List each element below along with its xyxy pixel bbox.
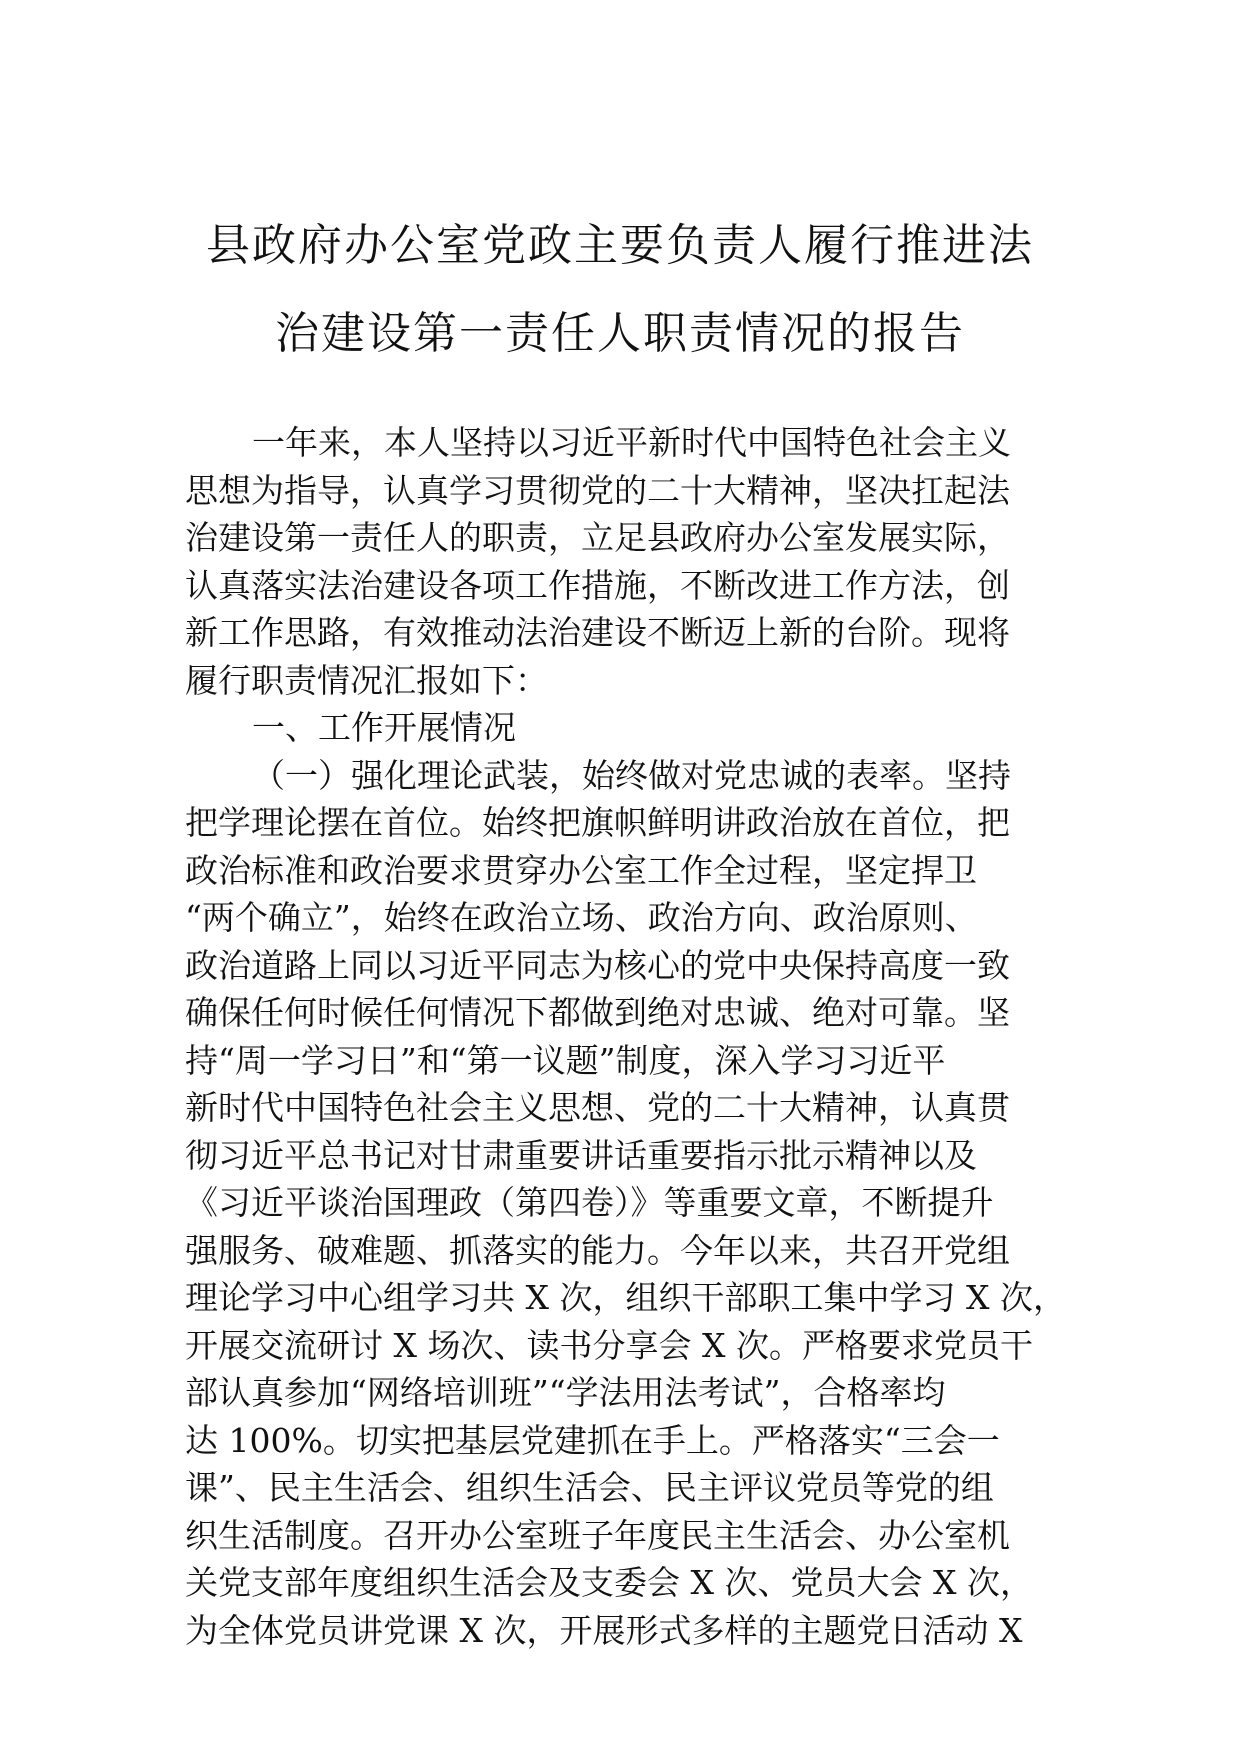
body-line: 彻习近平总书记对甘肃重要讲话重要指示批示精神以及	[185, 1135, 977, 1175]
body-line: 部认真参加“网络培训班”“学法用法考试”，合格率均	[185, 1373, 946, 1412]
body-line: “两个确立”，始终在政治立场、政治方向、政治原则、	[185, 898, 978, 937]
body-line: 履行职责情况汇报如下：	[185, 660, 548, 700]
body-line: 政治道路上同以习近平同志为核心的党中央保持高度一致	[185, 945, 1010, 985]
body-line: 开展交流研讨 X 场次、读书分享会 X 次。严格要求党员干	[185, 1325, 1033, 1365]
body-line: 达 100%。切实把基层党建抓在手上。严格落实“三会一	[185, 1420, 1000, 1460]
body-line: 为全体党员讲党课 X 次，开展形式多样的主题党日活动 X	[185, 1610, 1023, 1650]
body-line: 课”、民主生活会、组织生活会、民主评议党员等党的组	[185, 1468, 994, 1507]
body-line: 新时代中国特色社会主义思想、党的二十大精神，认真贯	[185, 1088, 1010, 1127]
body-line: 认真落实法治建设各项工作措施，不断改进工作方法，创	[185, 565, 1010, 605]
document-title-line-2: 治建设第一责任人职责情况的报告	[275, 308, 965, 359]
body-line: 关党支部年度组织生活会及支委会 X 次、党员大会 X 次，	[185, 1563, 1033, 1602]
body-line: 把学理论摆在首位。始终把旗帜鲜明讲政治放在首位，把	[185, 803, 1010, 842]
body-line: （一）强化理论武装，始终做对党忠诚的表率。坚持	[252, 755, 1011, 795]
section-heading: 一、工作开展情况	[252, 708, 516, 747]
body-line: 思想为指导，认真学习贯彻党的二十大精神，坚决扛起法	[185, 470, 1010, 510]
body-line: 强服务、破难题、抓落实的能力。今年以来，共召开党组	[185, 1230, 1010, 1270]
body-line: 织生活制度。召开办公室班子年度民主生活会、办公室机	[185, 1515, 1010, 1555]
body-line: 《习近平谈治国理政（第四卷）》等重要文章，不断提升	[185, 1183, 994, 1222]
body-line: 理论学习中心组学习共 X 次，组织干部职工集中学习 X 次，	[185, 1278, 1066, 1317]
document-body	[185, 419, 1090, 1654]
body-line: 确保任何时候任何情况下都做到绝对忠诚、绝对可靠。坚	[185, 993, 1010, 1032]
body-line: 政治标准和政治要求贯穿办公室工作全过程，坚定捍卫	[185, 850, 977, 890]
body-line: 持“周一学习日”和“第一议题”制度，深入学习习近平	[185, 1040, 946, 1080]
body-line: 治建设第一责任人的职责，立足县政府办公室发展实际，	[185, 518, 1010, 557]
body-line: 新工作思路，有效推动法治建设不断迈上新的台阶。现将	[185, 613, 1010, 652]
body-line: 一年来，本人坚持以习近平新时代中国特色社会主义	[252, 423, 1011, 462]
document-title-line-1: 县政府办公室党政主要负责人履行推进法	[206, 220, 1034, 271]
